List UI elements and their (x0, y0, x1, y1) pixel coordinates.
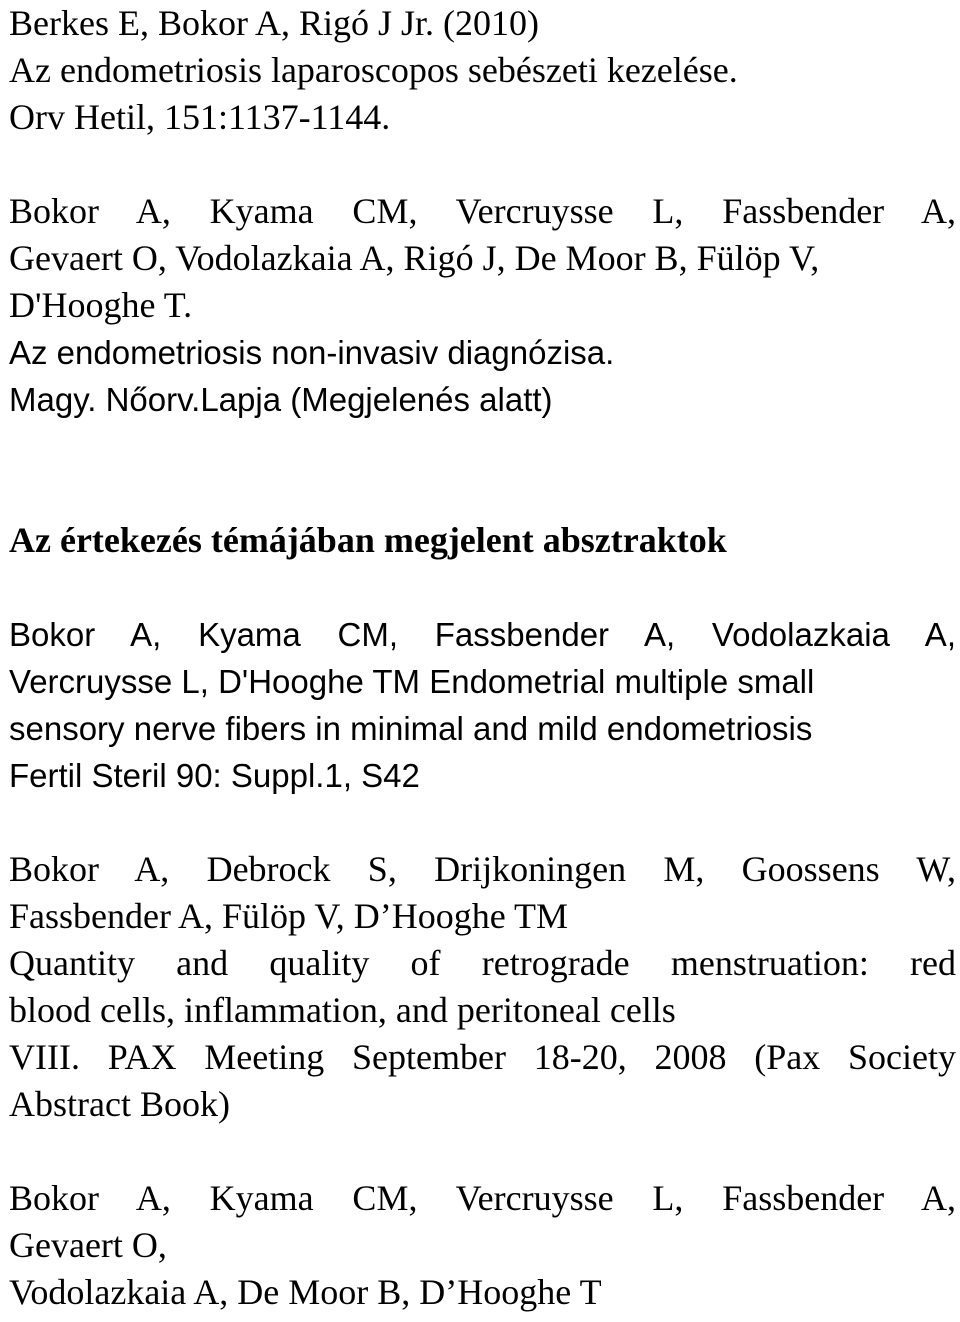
abs2-line3: Quantity and quality of retrograde menstruation: red (9, 943, 956, 983)
abs2-line4: blood cells, inflammation, and peritoneal cells (9, 990, 676, 1030)
abs1-line3: sensory nerve fibers in minimal and mild endometriosis (9, 710, 813, 747)
ref2-authors-line1: Bokor A, Kyama CM, Vercruysse L, Fassbender A, (9, 191, 956, 231)
abs1-line1: Bokor A, Kyama CM, Fassbender A, Vodolazkaia A, (9, 616, 956, 653)
ref2-authors-line3: D'Hooghe T. (9, 285, 193, 325)
abstract-retrograde-menstruation (9, 846, 956, 1128)
abstracts-heading: Az értekezés témájában megjelent absztraktok (9, 520, 727, 560)
document-page (9, 0, 956, 1316)
ref2-title: Az endometriosis non-invasiv diagnózisa. (9, 334, 615, 371)
abs3-line1: Bokor A, Kyama CM, Vercruysse L, Fassbender A, (9, 1178, 956, 1218)
abs2-line1: Bokor A, Debrock S, Drijkoningen M, Goossens W, (9, 849, 956, 889)
abs3-line3: Vodolazkaia A, De Moor B, D’Hooghe T (9, 1272, 602, 1312)
ref1-journal: Orv Hetil, 151:1137-1144. (9, 97, 391, 137)
abs1-line4: Fertil Steril 90: Suppl.1, S42 (9, 757, 420, 794)
ref2-authors-line2: Gevaert O, Vodolazkaia A, Rigó J, De Moor B, Fülöp V, (9, 238, 820, 278)
abs2-line5: VIII. PAX Meeting September 18-20, 2008 (Pax Society (9, 1037, 956, 1077)
abs1-line2: Vercruysse L, D'Hooghe TM Endometrial multiple small (9, 663, 815, 700)
abstract-endometrial-nerve-fibers (9, 611, 956, 799)
abstract-bokor-kyama (9, 1175, 956, 1316)
abs3-line2: Gevaert O, (9, 1225, 167, 1265)
ref2-journal: Magy. Nőorv.Lapja (Megjelenés alatt) (9, 381, 553, 418)
section-heading (9, 517, 956, 564)
reference-berkes-2010 (9, 0, 956, 141)
ref1-authors: Berkes E, Bokor A, Rigó J Jr. (2010) (9, 3, 539, 43)
ref1-title: Az endometriosis laparoscopos sebészeti kezelése. (9, 50, 738, 90)
abs2-line2: Fassbender A, Fülöp V, D’Hooghe TM (9, 896, 569, 936)
reference-bokor-noninvasiv (9, 188, 956, 423)
abs2-line6: Abstract Book) (9, 1084, 230, 1124)
